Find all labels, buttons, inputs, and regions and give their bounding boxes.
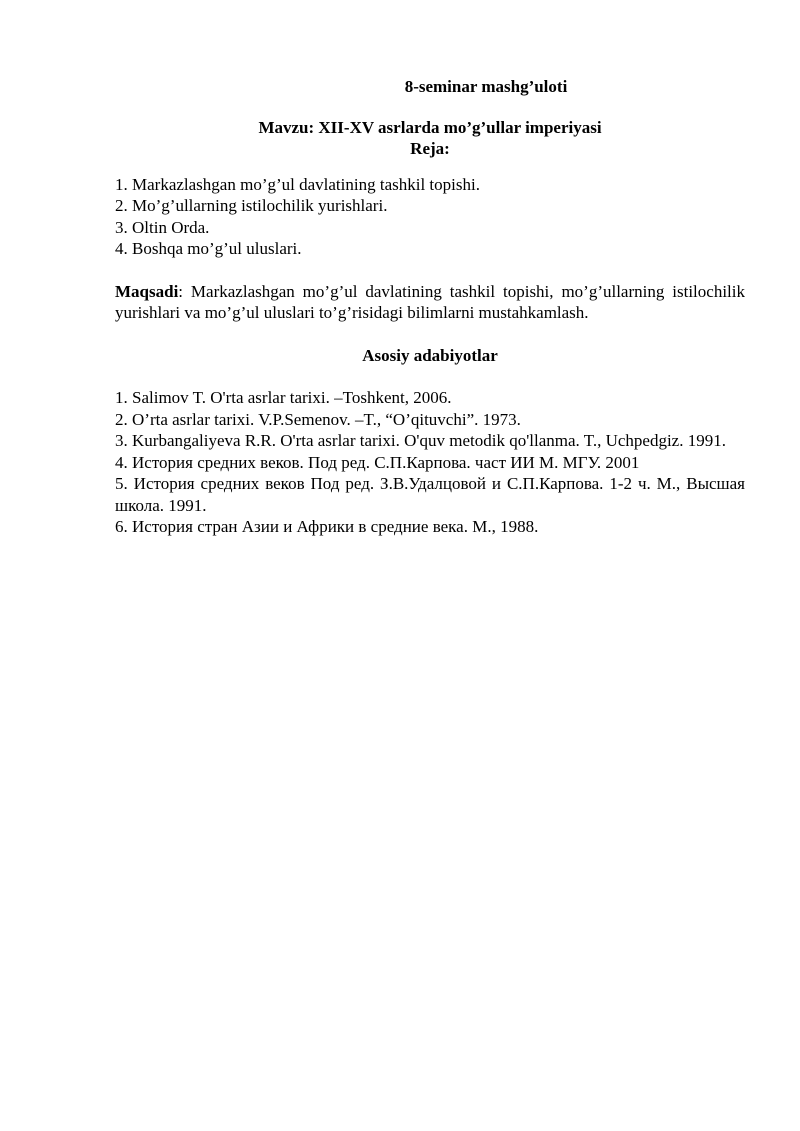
plan-list [115,174,745,260]
document-page [115,76,745,538]
literature-item: 5. История средних веков Под ред. З.В.Удалцовой и С.П.Карпова. 1-2 ч. М., Высшая школа. 1991. [115,474,745,515]
plan-item: 2. Mo’g’ullarning istilochilik yurishlari. [115,196,388,215]
literature-item: 2. O’rta asrlar tarixi. V.P.Semenov. –T., “O’qituvchi”. 1973. [115,409,521,429]
literature-item: 1. Salimov T. O'rta asrlar tarixi. –Toshkent, 2006. [115,388,452,407]
plan-item: 1. Markazlashgan mo’g’ul davlatining tashkil topishi. [115,174,480,194]
literature-heading: Asosiy adabiyotlar [362,345,498,365]
plan-heading: Reja: [410,139,450,158]
goal-text: : Markazlashgan mo’g’ul davlatining tashkil topishi, mo’g’ullarning istilochilik yurishlari va mo’g’ul uluslari to’g’risidagi bilimlarni mustahkamlash. [115,281,745,322]
literature-item: 6. История стран Азии и Африки в средние века. М., 1988. [115,517,539,536]
goal-paragraph [115,281,745,324]
topic-heading: Mavzu: XII-XV asrlarda mo’g’ullar imperiyasi [258,117,602,137]
goal-label: Maqsadi [115,281,179,301]
plan-item: 4. Boshqa mo’g’ul uluslari. [115,239,302,258]
plan-item: 3. Oltin Orda. [115,217,210,237]
literature-list [115,387,745,538]
seminar-title: 8-seminar mashg’uloti [404,77,568,96]
literature-item: 3. Kurbangaliyeva R.R. O'rta asrlar tarixi. O'quv metodik qo'llanma. T., Uchpedgiz. 1991. [115,431,726,450]
literature-item: 4. История средних веков. Под ред. С.П.Карпова. част ИИ М. МГУ. 2001 [115,452,640,472]
